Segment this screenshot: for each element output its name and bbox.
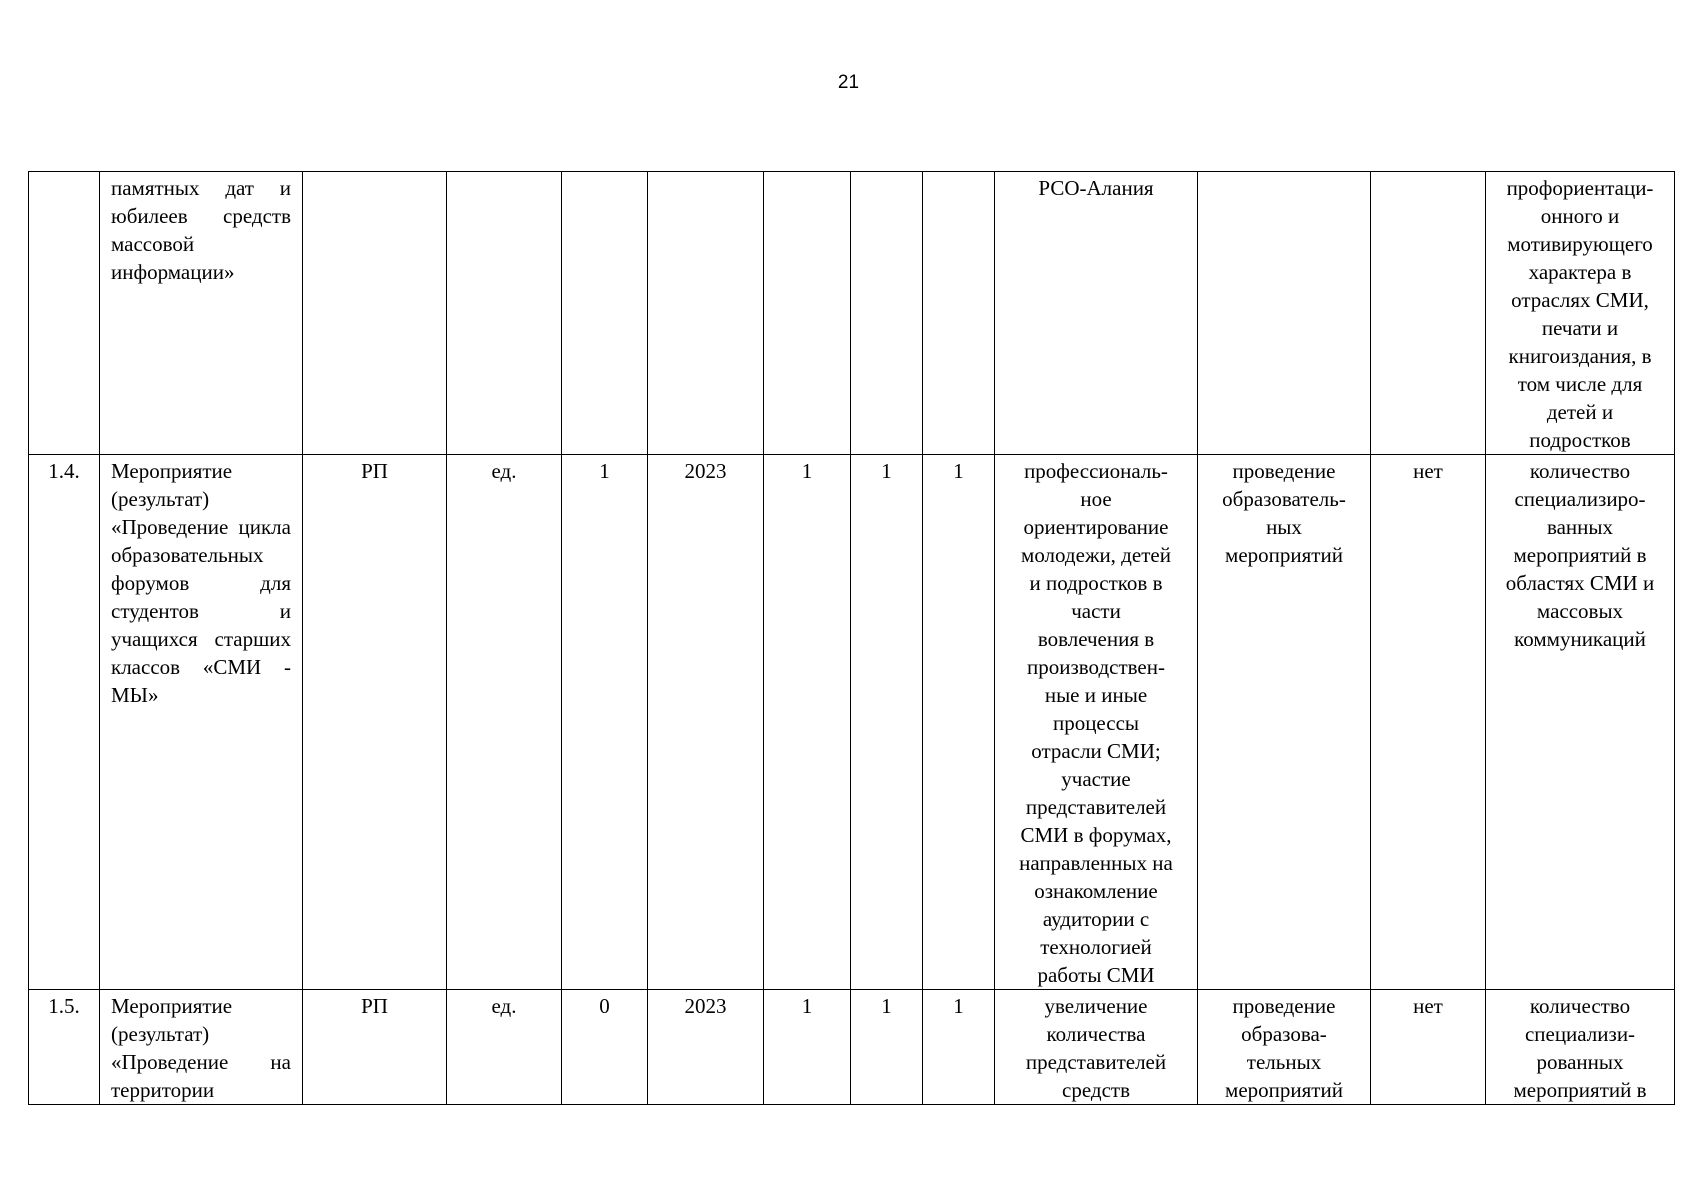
cell-number: 1.4. bbox=[29, 455, 100, 990]
cell-base-year: 2023 bbox=[648, 990, 764, 1105]
cell-name: Мероприятие (результат) «Проведение на территории bbox=[100, 990, 303, 1105]
cell-year-2 bbox=[851, 172, 923, 455]
table-row bbox=[29, 990, 1675, 1105]
cell-name: памятных дат и юбилеев средств массовой информации» bbox=[100, 172, 303, 455]
cell-level: РП bbox=[303, 990, 447, 1105]
cell-year-1: 1 bbox=[764, 455, 851, 990]
cell-year-1 bbox=[764, 172, 851, 455]
cell-year-3: 1 bbox=[923, 990, 995, 1105]
cell-base-year: 2023 bbox=[648, 455, 764, 990]
cell-indicator: количество специализиро- ванных мероприятий в областях СМИ и массовых коммуникаций bbox=[1486, 455, 1675, 990]
results-table bbox=[28, 171, 1675, 1105]
table-row bbox=[29, 455, 1675, 990]
page-number: 21 bbox=[837, 72, 860, 93]
cell-effect: РСО-Алания bbox=[995, 172, 1198, 455]
cell-year-2: 1 bbox=[851, 455, 923, 990]
cell-link: нет bbox=[1371, 990, 1486, 1105]
cell-base-value: 1 bbox=[562, 455, 648, 990]
cell-level: РП bbox=[303, 455, 447, 990]
cell-level bbox=[303, 172, 447, 455]
cell-year-3: 1 bbox=[923, 455, 995, 990]
cell-number: 1.5. bbox=[29, 990, 100, 1105]
cell-base-value bbox=[562, 172, 648, 455]
cell-unit: ед. bbox=[447, 455, 562, 990]
cell-unit bbox=[447, 172, 562, 455]
table-row bbox=[29, 172, 1675, 455]
cell-indicator: профориентаци- онного и мотивирующего характера в отраслях СМИ, печати и книгоиздания, в том числе для детей и подростков bbox=[1486, 172, 1675, 455]
cell-base-year bbox=[648, 172, 764, 455]
cell-type: проведение образова- тельных мероприятий bbox=[1198, 990, 1371, 1105]
cell-effect: профессиональ- ное ориентирование молодежи, детей и подростков в части вовлечения в производствен- ные и иные процессы отрасли СМИ; участие представителей СМИ в форумах, направленных на ознакомление аудитории с технологией работы СМИ bbox=[995, 455, 1198, 990]
cell-effect: увеличение количества представителей средств bbox=[995, 990, 1198, 1105]
cell-name: Мероприятие (результат) «Проведение цикла образовательных форумов для студентов и учащихся старших классов «СМИ - МЫ» bbox=[100, 455, 303, 990]
cell-type: проведение образователь- ных мероприятий bbox=[1198, 455, 1371, 990]
cell-unit: ед. bbox=[447, 990, 562, 1105]
cell-link bbox=[1371, 172, 1486, 455]
cell-link: нет bbox=[1371, 455, 1486, 990]
cell-year-2: 1 bbox=[851, 990, 923, 1105]
cell-type bbox=[1198, 172, 1371, 455]
cell-indicator: количество специализи- рованных мероприятий в bbox=[1486, 990, 1675, 1105]
cell-number bbox=[29, 172, 100, 455]
cell-year-3 bbox=[923, 172, 995, 455]
cell-year-1: 1 bbox=[764, 990, 851, 1105]
cell-base-value: 0 bbox=[562, 990, 648, 1105]
